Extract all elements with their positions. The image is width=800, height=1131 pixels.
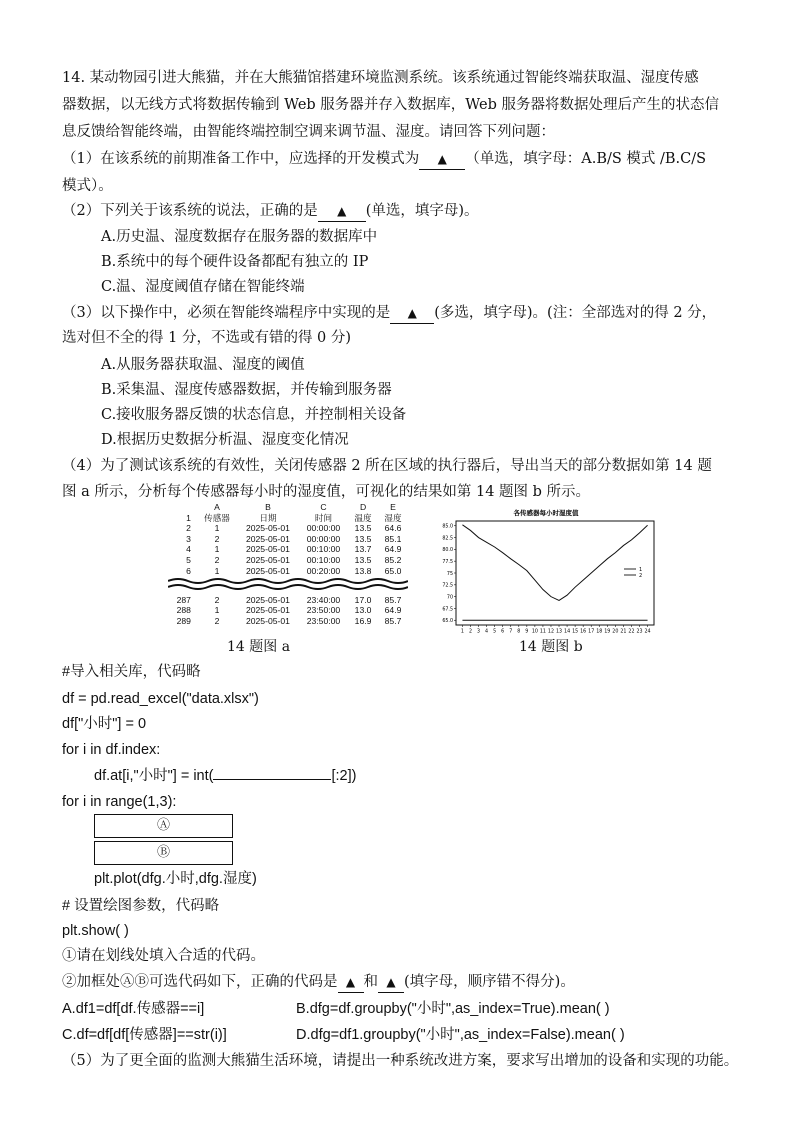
x-tick-label: 15 [572, 629, 579, 635]
sub2-blank-1[interactable] [338, 972, 364, 993]
table-break-wave [168, 576, 408, 592]
q2-option-b: B.系统中的每个硬件设备都配有独立的 IP [101, 254, 369, 270]
intro-line-2: 器数据，以无线方式将数据传输到 Web 服务器并存入数据库，Web 服务器将数据处理后产生的状态信 [62, 97, 719, 113]
x-tick-label: 19 [604, 629, 611, 635]
q2-post: (单选，填字母)。 [365, 203, 479, 219]
box-b-label: Ⓑ [156, 845, 170, 860]
q3-option-a: A.从服务器获取温、湿度的阈值 [101, 357, 305, 373]
x-tick-label: 4 [485, 629, 489, 635]
choice-d: D.dfg=df1.groupby("小时",as_index=False).mean( ) [296, 1027, 625, 1043]
x-axis [461, 625, 651, 635]
x-tick-label: 1 [460, 629, 464, 635]
code-line-for-index: for i in df.index: [62, 742, 161, 758]
x-tick-label: 11 [539, 629, 546, 635]
table-row: 3 2 2025-05-01 00:00:00 13.5 85.1 [186, 533, 402, 544]
figure-a-table [168, 502, 413, 634]
q2-blank[interactable] [318, 201, 366, 222]
code-box-a[interactable] [94, 814, 233, 838]
x-tick-label: 16 [580, 629, 587, 635]
x-tick-label: 24 [644, 629, 651, 635]
q2-pre: （2）下列关于该系统的说法，正确的是 [62, 203, 318, 219]
table-row: 6 1 2025-05-01 00:20:00 13.8 65.0 [186, 565, 402, 576]
chart-title: 各传感器每小时湿度值 [513, 509, 579, 517]
header-cell: 传感器 [204, 512, 230, 523]
sub2-blank-2[interactable] [378, 972, 404, 993]
x-tick-label: 5 [493, 629, 497, 635]
x-tick-label: 8 [517, 629, 521, 635]
x-tick-label: 13 [555, 629, 563, 635]
col-letter: C [320, 502, 327, 512]
header-cell: 时间 [314, 512, 333, 523]
q2-line [62, 201, 479, 222]
x-tick-label: 21 [620, 629, 627, 635]
table-break-row [168, 576, 408, 595]
y-tick-label: 70 [446, 595, 453, 601]
x-tick-label: 6 [501, 629, 505, 635]
q3-option-b: B.采集温、湿度传感器数据，并传输到服务器 [101, 382, 392, 398]
sub2-triangle-icon-2: ▲ [386, 975, 396, 989]
q4-line-1: （4）为了测试该系统的有效性，关闭传感器 2 所在区域的执行器后，导出当天的部分数据如第 14 题 [62, 458, 712, 474]
col-letter: B [265, 502, 271, 512]
table-col-letters [168, 502, 408, 513]
code-line-comment-import: #导入相关库，代码略 [62, 664, 201, 680]
q2-triangle-icon: ▲ [337, 204, 347, 218]
q3-option-c: C.接收服务器反馈的状态信息，并控制相关设备 [101, 407, 407, 423]
header-cell: 温度 [354, 512, 372, 523]
q4-line-2: 图 a 所示，分析每个传感器每小时的湿度值，可视化的结果如第 14 题图 b 所示。 [62, 484, 591, 500]
table-row: 2 1 2025-05-01 00:00:00 13.5 64.6 [186, 523, 402, 534]
legend-label: 1 [639, 566, 643, 573]
code-assign-post: [:2]) [331, 768, 357, 784]
q3-option-d: D.根据历史数据分析温、湿度变化情况 [101, 432, 349, 448]
code-assign-pre: df.at[i,"小时"] = int( [94, 768, 214, 784]
code-line-assign-hour [94, 766, 356, 786]
row-number: 1 [186, 512, 191, 523]
x-tick-label: 3 [477, 629, 481, 635]
y-tick-label: 72.5 [442, 583, 453, 589]
table-row: 5 2 2025-05-01 00:10:00 13.5 85.2 [186, 554, 402, 565]
x-tick-label: 17 [588, 629, 595, 635]
x-tick-label: 20 [612, 629, 619, 635]
choice-b: B.dfg=df.groupby("小时",as_index=True).mean( ) [296, 1001, 610, 1017]
caption-figure-a: 14 题图 a [227, 639, 291, 655]
code-line-plot: plt.plot(dfg.小时,dfg.湿度) [94, 871, 257, 887]
y-tick-label: 77.5 [442, 559, 453, 565]
sub2-triangle-icon-1: ▲ [345, 975, 356, 989]
q1-blank[interactable] [419, 149, 465, 170]
code-line-for-range: for i in range(1,3): [62, 794, 177, 810]
q3-line-2: 选对但不全的得 1 分，不选或有错的得 0 分) [62, 330, 352, 346]
y-tick-label: 67.5 [442, 607, 453, 613]
q3-pre: （3）以下操作中，必须在智能终端程序中实现的是 [62, 305, 391, 321]
code-box-b[interactable] [94, 841, 233, 865]
x-tick-label: 7 [509, 629, 513, 635]
intro-line-3: 息反馈给智能终端，由智能终端控制空调来调节温、湿度。请回答下列问题： [62, 124, 555, 140]
x-tick-label: 9 [525, 629, 529, 635]
code-line-init-hour: df["小时"] = 0 [62, 716, 147, 732]
intro-line-1: 14. 某动物园引进大熊猫，并在大熊猫馆搭建环境监测系统。该系统通过智能终端获取温、湿度传感 [62, 70, 699, 86]
sub-question-1: ①请在划线处填入合适的代码。 [62, 948, 265, 964]
chart-legend [624, 567, 642, 579]
q2-option-a: A.历史温、湿度数据存在服务器的数据库中 [101, 229, 378, 245]
q3-triangle-icon: ▲ [407, 306, 417, 320]
q1-pre: （1）在该系统的前期准备工作中，应选择的开发模式为 [62, 151, 420, 167]
col-letter: A [214, 502, 220, 512]
x-tick-label: 22 [628, 629, 635, 635]
x-tick-label: 23 [636, 629, 643, 635]
q1-line [62, 149, 706, 170]
table-row: 287 2 2025-05-01 23:40:00 17.0 85.7 [176, 594, 402, 605]
caption-figure-b: 14 题图 b [519, 639, 583, 655]
table-row: 289 2 2025-05-01 23:50:00 16.9 85.7 [176, 615, 402, 626]
code-fill-blank[interactable] [213, 779, 331, 780]
figure-b-chart [430, 505, 662, 635]
table-row: 288 1 2025-05-01 23:50:00 13.0 64.9 [176, 605, 402, 616]
series-line-1 [462, 525, 647, 601]
table-row: 4 1 2025-05-01 00:10:00 13.7 64.9 [186, 544, 402, 555]
y-tick-label: 85.0 [442, 524, 453, 530]
y-tick-label: 80.0 [442, 548, 453, 554]
q5-line: （5）为了更全面的监测大熊猫生活环境，请提出一种系统改进方案，要求写出增加的设备和实现的功能。 [62, 1053, 739, 1069]
legend-label: 2 [639, 572, 643, 579]
x-tick-label: 10 [531, 629, 538, 635]
y-axis [442, 524, 456, 625]
sub2-post: (填字母，顺序错不得分)。 [404, 974, 575, 990]
q2-option-c: C.温、湿度阈值存储在智能终端 [101, 279, 305, 295]
sub2-mid: 和 [363, 974, 378, 990]
q1-triangle-icon: ▲ [437, 152, 447, 166]
box-a-label: Ⓐ [156, 818, 170, 833]
x-tick-label: 12 [547, 629, 555, 635]
code-line-comment-params: # 设置绘图参数，代码略 [62, 898, 220, 914]
header-cell: 日期 [259, 512, 277, 523]
q3-line [62, 303, 716, 324]
y-tick-label: 82.5 [442, 536, 453, 542]
header-cell: 湿度 [384, 512, 402, 523]
chart-series [462, 525, 647, 620]
q1-post: （单选，填字母：A.B/S 模式 /B.C/S [465, 151, 707, 167]
x-tick-label: 2 [468, 629, 473, 635]
table-header-row [168, 513, 408, 524]
sub-question-2 [62, 972, 575, 993]
q3-post: (多选，填字母)。(注：全部选对的得 2 分， [434, 305, 717, 321]
choice-a: A.df1=df[df.传感器==i] [62, 1001, 205, 1017]
code-line-read-excel: df = pd.read_excel("data.xlsx") [62, 691, 259, 707]
choice-c: C.df=df[df[传感器]==str(i)] [62, 1027, 227, 1043]
y-tick-label: 75 [446, 571, 453, 577]
chart-frame [456, 521, 654, 625]
code-line-show: plt.show( ) [62, 923, 129, 939]
col-letter: E [390, 502, 396, 512]
col-letter: D [359, 502, 367, 512]
x-tick-label: 14 [564, 629, 571, 635]
x-tick-label: 18 [596, 629, 603, 635]
q1-line-2: 模式）。 [62, 178, 113, 194]
q3-blank[interactable] [390, 303, 434, 324]
sub2-pre: ②加框处ⒶⒷ可选代码如下，正确的代码是 [62, 974, 338, 990]
y-tick-label: 65.0 [442, 619, 453, 625]
